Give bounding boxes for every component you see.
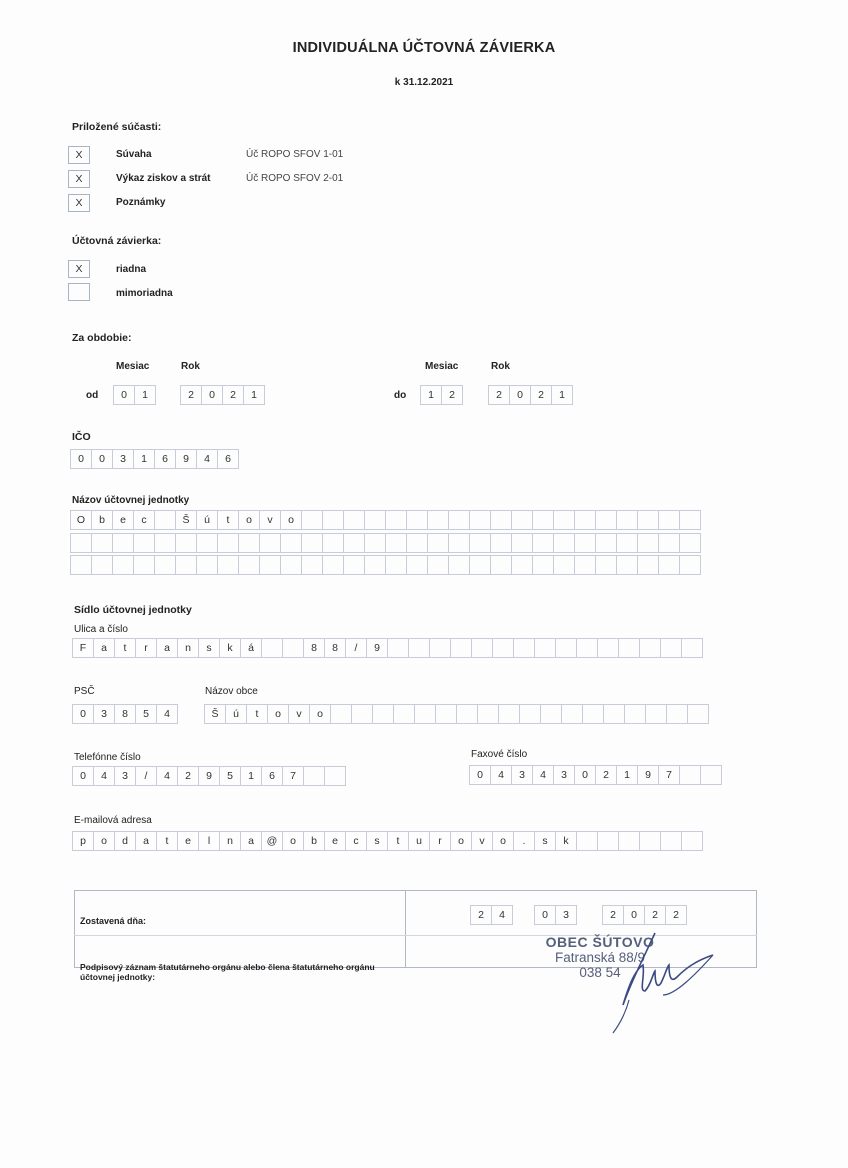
digit-cell: 9	[175, 449, 197, 469]
char-cell	[301, 533, 323, 553]
attachments-heading: Priložené súčasti:	[72, 121, 162, 133]
char-cell	[469, 510, 491, 530]
email-field[interactable]	[72, 831, 703, 851]
char-cell: b	[303, 831, 325, 851]
char-cell: 8	[114, 704, 136, 724]
char-cell: l	[198, 831, 220, 851]
entity-name-label: Názov účtovnej jednotky	[72, 495, 190, 506]
to-year-field[interactable]	[488, 385, 573, 405]
digit-cell: 2	[488, 385, 510, 405]
char-cell	[70, 533, 92, 553]
digit-cell: 1	[551, 385, 573, 405]
attachment-label-suvaha: Súvaha	[116, 149, 152, 160]
char-cell	[70, 555, 92, 575]
attachment-label-poznamky: Poznámky	[116, 197, 166, 208]
char-cell: a	[135, 831, 157, 851]
char-cell	[498, 704, 520, 724]
char-cell	[322, 510, 344, 530]
char-cell: v	[259, 510, 281, 530]
char-cell	[681, 638, 703, 658]
char-cell	[477, 704, 499, 724]
char-cell	[322, 533, 344, 553]
char-cell	[637, 510, 659, 530]
char-cell	[490, 533, 512, 553]
from-year-label: Rok	[181, 361, 200, 372]
char-cell	[532, 510, 554, 530]
char-cell: 3	[511, 765, 533, 785]
char-cell	[616, 510, 638, 530]
char-cell	[343, 533, 365, 553]
char-cell: a	[156, 638, 178, 658]
char-cell	[637, 533, 659, 553]
digit-cell: 2	[441, 385, 463, 405]
char-cell	[91, 533, 113, 553]
char-cell	[351, 704, 373, 724]
char-cell: 6	[261, 766, 283, 786]
to-label: do	[394, 390, 407, 401]
char-cell: o	[492, 831, 514, 851]
char-cell: e	[177, 831, 199, 851]
psc-label: PSČ	[74, 686, 95, 697]
char-cell	[658, 510, 680, 530]
digit-cell: 1	[420, 385, 442, 405]
char-cell: 1	[240, 766, 262, 786]
attachment-code-suvaha: Úč ROPO SFOV 1-01	[246, 149, 344, 160]
char-cell	[406, 510, 428, 530]
char-cell: u	[408, 831, 430, 851]
char-cell: s	[198, 638, 220, 658]
char-cell: /	[135, 766, 157, 786]
char-cell: k	[555, 831, 577, 851]
char-cell: s	[366, 831, 388, 851]
char-cell: 2	[665, 905, 687, 925]
char-cell	[196, 555, 218, 575]
char-cell: k	[219, 638, 241, 658]
char-cell: o	[450, 831, 472, 851]
char-cell	[603, 704, 625, 724]
char-cell	[154, 510, 176, 530]
char-cell	[555, 638, 577, 658]
char-cell: 7	[282, 766, 304, 786]
char-cell: 3	[93, 704, 115, 724]
char-cell	[553, 533, 575, 553]
char-cell: 0	[574, 765, 596, 785]
char-cell: 9	[366, 638, 388, 658]
char-cell	[490, 510, 512, 530]
char-cell: 4	[156, 766, 178, 786]
char-cell	[618, 638, 640, 658]
char-cell: 3	[553, 765, 575, 785]
checkbox-poznamky[interactable]: X	[68, 194, 90, 212]
char-cell: á	[240, 638, 262, 658]
char-cell: t	[114, 638, 136, 658]
char-cell	[553, 555, 575, 575]
char-cell: p	[72, 831, 94, 851]
char-cell	[448, 510, 470, 530]
char-cell	[540, 704, 562, 724]
digit-cell: 0	[113, 385, 135, 405]
char-cell	[280, 555, 302, 575]
char-cell	[624, 704, 646, 724]
ico-field[interactable]	[70, 449, 239, 469]
char-cell	[679, 555, 701, 575]
to-year-label: Rok	[491, 361, 510, 372]
char-cell	[597, 831, 619, 851]
char-cell	[133, 533, 155, 553]
char-cell	[679, 510, 701, 530]
psc-field[interactable]	[72, 704, 178, 724]
char-cell	[679, 533, 701, 553]
phone-label: Telefónne číslo	[74, 752, 141, 763]
signature-record-label: Podpisový záznam štatutárneho orgánu alebo člena štatutárneho orgánu účtovnej jednotky:	[80, 962, 375, 982]
char-cell	[217, 533, 239, 553]
handwritten-signature	[595, 925, 725, 1040]
char-cell	[238, 555, 260, 575]
char-cell	[406, 533, 428, 553]
char-cell	[553, 510, 575, 530]
char-cell	[154, 555, 176, 575]
char-cell	[660, 831, 682, 851]
char-cell: o	[309, 704, 331, 724]
char-cell	[595, 510, 617, 530]
checkbox-riadna[interactable]: X	[68, 260, 90, 278]
char-cell: c	[345, 831, 367, 851]
char-cell: @	[261, 831, 283, 851]
char-cell: O	[70, 510, 92, 530]
attachment-label-vykaz: Výkaz ziskov a strát	[116, 173, 211, 184]
char-cell	[385, 533, 407, 553]
char-cell	[259, 533, 281, 553]
char-cell	[511, 533, 533, 553]
city-field[interactable]	[204, 704, 709, 724]
email-label: E-mailová adresa	[74, 815, 152, 826]
char-cell: t	[156, 831, 178, 851]
char-cell	[259, 555, 281, 575]
digit-cell: 6	[217, 449, 239, 469]
char-cell	[301, 555, 323, 575]
char-cell	[238, 533, 260, 553]
from-label: od	[86, 390, 99, 401]
char-cell: 2	[470, 905, 492, 925]
char-cell: v	[471, 831, 493, 851]
period-heading: Za obdobie:	[72, 332, 132, 344]
char-cell	[660, 638, 682, 658]
to-month-label: Mesiac	[425, 361, 459, 372]
char-cell	[364, 555, 386, 575]
checkbox-mimoriadna[interactable]	[68, 283, 90, 301]
char-cell	[196, 533, 218, 553]
digit-cell: 1	[243, 385, 265, 405]
char-cell	[343, 510, 365, 530]
stamp-street: Fatranská 88/9	[554, 950, 646, 965]
char-cell	[175, 555, 197, 575]
char-cell	[616, 533, 638, 553]
char-cell	[511, 510, 533, 530]
from-month-label: Mesiac	[116, 361, 150, 372]
phone-field[interactable]	[72, 766, 346, 786]
char-cell	[112, 555, 134, 575]
char-cell: 2	[602, 905, 624, 925]
char-cell	[133, 555, 155, 575]
char-cell	[364, 510, 386, 530]
char-cell: o	[238, 510, 260, 530]
address-heading: Sídlo účtovnej jednotky	[74, 604, 192, 616]
char-cell	[574, 510, 596, 530]
ico-label: IČO	[72, 431, 91, 443]
char-cell: o	[282, 831, 304, 851]
char-cell	[301, 510, 323, 530]
compiled-month-field[interactable]	[534, 905, 577, 925]
char-cell: d	[114, 831, 136, 851]
char-cell	[372, 704, 394, 724]
char-cell: n	[177, 638, 199, 658]
city-label: Názov obce	[205, 686, 258, 697]
char-cell: 4	[490, 765, 512, 785]
char-cell: 1	[616, 765, 638, 785]
char-cell	[639, 638, 661, 658]
char-cell: 9	[637, 765, 659, 785]
fax-field[interactable]	[469, 765, 722, 785]
street-label: Ulica a číslo	[74, 624, 128, 635]
char-cell: s	[534, 831, 556, 851]
char-cell: 8	[303, 638, 325, 658]
compiled-day-field[interactable]	[470, 905, 513, 925]
from-year-field[interactable]	[180, 385, 265, 405]
char-cell	[217, 555, 239, 575]
char-cell	[282, 638, 304, 658]
char-cell	[574, 555, 596, 575]
char-cell	[574, 533, 596, 553]
digit-cell: 3	[112, 449, 134, 469]
char-cell: ú	[196, 510, 218, 530]
stamp-name: OBEC ŠÚTOVO	[545, 934, 655, 950]
char-cell	[91, 555, 113, 575]
char-cell: .	[513, 831, 535, 851]
char-cell	[408, 638, 430, 658]
char-cell: n	[219, 831, 241, 851]
char-cell	[154, 533, 176, 553]
char-cell	[448, 533, 470, 553]
char-cell: o	[93, 831, 115, 851]
char-cell: 0	[623, 905, 645, 925]
char-cell: 2	[644, 905, 666, 925]
char-cell: 4	[156, 704, 178, 724]
char-cell: Š	[204, 704, 226, 724]
compiled-label: Zostavená dňa:	[80, 916, 147, 926]
char-cell	[364, 533, 386, 553]
char-cell: o	[267, 704, 289, 724]
char-cell	[471, 638, 493, 658]
char-cell	[637, 555, 659, 575]
digit-cell: 0	[70, 449, 92, 469]
char-cell	[511, 555, 533, 575]
char-cell	[639, 831, 661, 851]
char-cell: o	[280, 510, 302, 530]
char-cell: e	[112, 510, 134, 530]
compiled-year-field[interactable]	[602, 905, 687, 925]
checkbox-vykaz[interactable]: X	[68, 170, 90, 188]
char-cell	[576, 831, 598, 851]
char-cell	[427, 510, 449, 530]
digit-cell: 1	[134, 385, 156, 405]
char-cell	[450, 638, 472, 658]
char-cell	[175, 533, 197, 553]
char-cell: r	[429, 831, 451, 851]
char-cell	[490, 555, 512, 575]
entity-name-row3[interactable]	[70, 555, 701, 575]
char-cell: 5	[219, 766, 241, 786]
char-cell	[448, 555, 470, 575]
closing-heading: Účtovná závierka:	[72, 235, 162, 247]
char-cell	[414, 704, 436, 724]
char-cell: 3	[555, 905, 577, 925]
char-cell: 4	[532, 765, 554, 785]
char-cell	[681, 831, 703, 851]
char-cell	[112, 533, 134, 553]
char-cell	[513, 638, 535, 658]
char-cell: 0	[469, 765, 491, 785]
digit-cell: 2	[530, 385, 552, 405]
char-cell	[658, 555, 680, 575]
char-cell	[261, 638, 283, 658]
char-cell: v	[288, 704, 310, 724]
char-cell	[616, 555, 638, 575]
char-cell	[532, 555, 554, 575]
char-cell	[618, 831, 640, 851]
char-cell	[666, 704, 688, 724]
char-cell	[595, 555, 617, 575]
digit-cell: 0	[201, 385, 223, 405]
char-cell: 2	[177, 766, 199, 786]
char-cell: 7	[658, 765, 680, 785]
to-month-field[interactable]	[420, 385, 463, 405]
char-cell: t	[246, 704, 268, 724]
char-cell: c	[133, 510, 155, 530]
char-cell: 2	[595, 765, 617, 785]
char-cell: /	[345, 638, 367, 658]
closing-label-mimoriadna: mimoriadna	[116, 288, 173, 299]
char-cell: e	[324, 831, 346, 851]
char-cell	[456, 704, 478, 724]
digit-cell: 0	[509, 385, 531, 405]
stamp-zip: 038 54	[579, 965, 621, 980]
char-cell	[435, 704, 457, 724]
char-cell: r	[135, 638, 157, 658]
char-cell	[429, 638, 451, 658]
digit-cell: 0	[91, 449, 113, 469]
char-cell	[469, 555, 491, 575]
char-cell: a	[93, 638, 115, 658]
char-cell	[519, 704, 541, 724]
char-cell	[385, 510, 407, 530]
document-date: k 31.12.2021	[394, 77, 454, 88]
checkbox-suvaha[interactable]: X	[68, 146, 90, 164]
char-cell: t	[217, 510, 239, 530]
digit-cell: 6	[154, 449, 176, 469]
char-cell	[330, 704, 352, 724]
char-cell	[645, 704, 667, 724]
attachment-code-vykaz: Úč ROPO SFOV 2-01	[246, 173, 344, 184]
document-title: INDIVIDUÁLNA ÚČTOVNÁ ZÁVIERKA	[292, 40, 556, 56]
char-cell: a	[240, 831, 262, 851]
char-cell	[700, 765, 722, 785]
char-cell: 9	[198, 766, 220, 786]
char-cell: 0	[72, 766, 94, 786]
char-cell	[582, 704, 604, 724]
char-cell: 4	[93, 766, 115, 786]
char-cell	[280, 533, 302, 553]
char-cell: 3	[114, 766, 136, 786]
char-cell	[492, 638, 514, 658]
char-cell: b	[91, 510, 113, 530]
char-cell: 0	[534, 905, 556, 925]
signature-divider	[405, 890, 406, 968]
char-cell	[561, 704, 583, 724]
fax-label: Faxové číslo	[471, 749, 528, 760]
char-cell	[385, 555, 407, 575]
digit-cell: 2	[180, 385, 202, 405]
char-cell	[597, 638, 619, 658]
entity-name-row1[interactable]	[70, 510, 701, 530]
char-cell: t	[387, 831, 409, 851]
closing-label-riadna: riadna	[116, 264, 147, 275]
char-cell	[534, 638, 556, 658]
from-month-field[interactable]	[113, 385, 156, 405]
char-cell	[679, 765, 701, 785]
char-cell	[387, 638, 409, 658]
digit-cell: 2	[222, 385, 244, 405]
char-cell	[658, 533, 680, 553]
char-cell	[427, 555, 449, 575]
char-cell	[427, 533, 449, 553]
char-cell	[406, 555, 428, 575]
char-cell	[393, 704, 415, 724]
entity-name-row2[interactable]	[70, 533, 701, 553]
char-cell	[324, 766, 346, 786]
char-cell: Š	[175, 510, 197, 530]
char-cell: F	[72, 638, 94, 658]
char-cell: 5	[135, 704, 157, 724]
char-cell	[322, 555, 344, 575]
digit-cell: 4	[196, 449, 218, 469]
digit-cell: 1	[133, 449, 155, 469]
char-cell	[687, 704, 709, 724]
char-cell	[576, 638, 598, 658]
char-cell: 4	[491, 905, 513, 925]
street-field[interactable]	[72, 638, 703, 658]
char-cell	[595, 533, 617, 553]
char-cell: 8	[324, 638, 346, 658]
char-cell	[469, 533, 491, 553]
char-cell	[532, 533, 554, 553]
char-cell	[303, 766, 325, 786]
char-cell: 0	[72, 704, 94, 724]
char-cell: ú	[225, 704, 247, 724]
char-cell	[343, 555, 365, 575]
